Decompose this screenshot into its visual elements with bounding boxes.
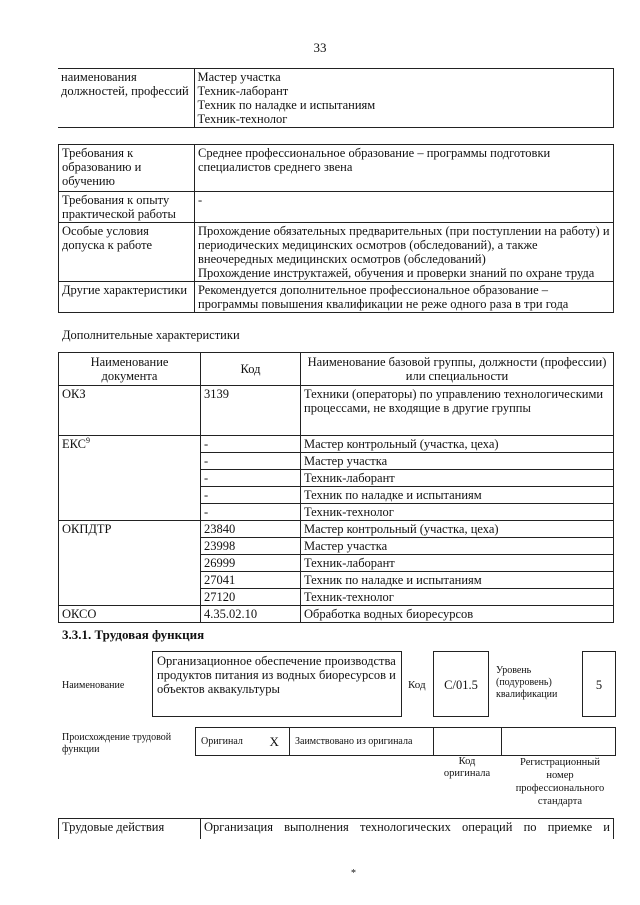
page-number: 33 (313, 40, 327, 55)
job-title-item: Техник по наладке и испытаниям (197, 98, 376, 112)
code-cell: 27120 (201, 589, 301, 606)
req-value (195, 223, 614, 282)
doc-eks (59, 436, 201, 521)
code-cell: 26999 (201, 555, 301, 572)
borrowed-label: Заимствовано из оригинала (290, 728, 434, 756)
name-cell: Техник-лаборант (301, 470, 614, 487)
original-mark: X (256, 728, 290, 756)
job-titles-list (194, 69, 614, 128)
doc-okpdtr: ОКПДТР (59, 521, 201, 606)
additional-title: Дополнительные характеристики (62, 328, 240, 342)
doc-okz: ОКЗ (59, 386, 201, 436)
code-cell: - (201, 453, 301, 470)
code-cell: - (201, 487, 301, 504)
origin-label: Происхождение трудовой функции (62, 732, 172, 755)
req-label: Особые условия допуска к работе (59, 223, 195, 282)
code-cell: 4.35.02.10 (201, 606, 301, 623)
code-cell: 3139 (201, 386, 301, 436)
reg-number-cell (502, 728, 616, 756)
name-cell: Обработка водных биоресурсов (301, 606, 614, 623)
job-title-item: Техник-лаборант (197, 84, 289, 98)
reg-number-label: Регистрационный номер профессионального стандарта (515, 757, 605, 807)
name-cell: Мастер участка (301, 453, 614, 470)
job-titles-label: наименования должностей, профессий (58, 69, 194, 128)
header-doc: Наименование документа (59, 353, 201, 386)
req-value: - (195, 192, 614, 223)
req-value-line: Прохождение обязательных предварительных (при поступлении на работу) и периодических медицинских осмотров (обследований), а также внеочередных медицинских осмотров (обследований) (198, 224, 610, 266)
function-name-value: Организационное обеспечение производства продуктов питания из водных биоресурсов и объектов аквакультуры (152, 651, 402, 717)
name-cell: Техник-технолог (301, 504, 614, 521)
code-original-cell (434, 728, 502, 756)
labor-actions-table (58, 818, 614, 839)
req-value: Среднее профессиональное образование – программы подготовки специалистов среднего звена (195, 145, 614, 192)
job-title-item: Техник-технолог (197, 112, 288, 126)
function-name-label: Наименование (62, 680, 125, 691)
function-code-value: C/01.5 (433, 651, 489, 717)
name-cell: Техник-технолог (301, 589, 614, 606)
qualification-level-label: Уровень (подуровень) квалификации (496, 665, 558, 700)
labor-actions-label: Трудовые действия (59, 819, 201, 839)
code-cell: - (201, 436, 301, 453)
code-cell: 27041 (201, 572, 301, 589)
additional-table (58, 352, 614, 623)
qualification-level-value: 5 (582, 651, 616, 717)
name-cell: Техник-лаборант (301, 555, 614, 572)
code-cell: - (201, 504, 301, 521)
req-label: Требования к опыту практической работы (59, 192, 195, 223)
header-code: Код (201, 353, 301, 386)
code-cell: 23998 (201, 538, 301, 555)
code-cell: 23840 (201, 521, 301, 538)
name-cell: Техник по наладке и испытаниям (301, 487, 614, 504)
req-value-line: Прохождение инструктажей, обучения и проверки знаний по охране труда (198, 266, 595, 280)
labor-function-title: 3.3.1. Трудовая функция (62, 627, 205, 642)
scan-mark: * (351, 868, 356, 879)
job-titles-table (58, 68, 614, 128)
name-cell: Мастер контрольный (участка, цеха) (301, 521, 614, 538)
function-code-label: Код (408, 679, 426, 691)
name-cell: Мастер участка (301, 538, 614, 555)
doc-eks-label: ЕКС (62, 437, 86, 451)
req-label: Требования к образованию и обучению (59, 145, 195, 192)
original-label: Оригинал (196, 728, 256, 756)
requirements-table (58, 144, 614, 313)
footnote-ref: 9 (86, 435, 90, 445)
name-cell: Мастер контрольный (участка, цеха) (301, 436, 614, 453)
name-cell: Техники (операторы) по управлению технологическими процессами, не входящие в другие группы (301, 386, 614, 436)
doc-okso: ОКСО (59, 606, 201, 623)
origin-table (195, 727, 616, 756)
code-original-label: Код оригинала (443, 756, 491, 779)
labor-actions-value: Организация выполнения технологических операций по приемке и (201, 819, 614, 839)
code-cell: - (201, 470, 301, 487)
req-value: Рекомендуется дополнительное профессиональное образование – программы повышения квалификации не реже одного раза в три года (195, 282, 614, 313)
name-cell: Техник по наладке и испытаниям (301, 572, 614, 589)
header-name: Наименование базовой группы, должности (профессии) или специальности (301, 353, 614, 386)
job-title-item: Мастер участка (197, 70, 281, 84)
req-label: Другие характеристики (59, 282, 195, 313)
